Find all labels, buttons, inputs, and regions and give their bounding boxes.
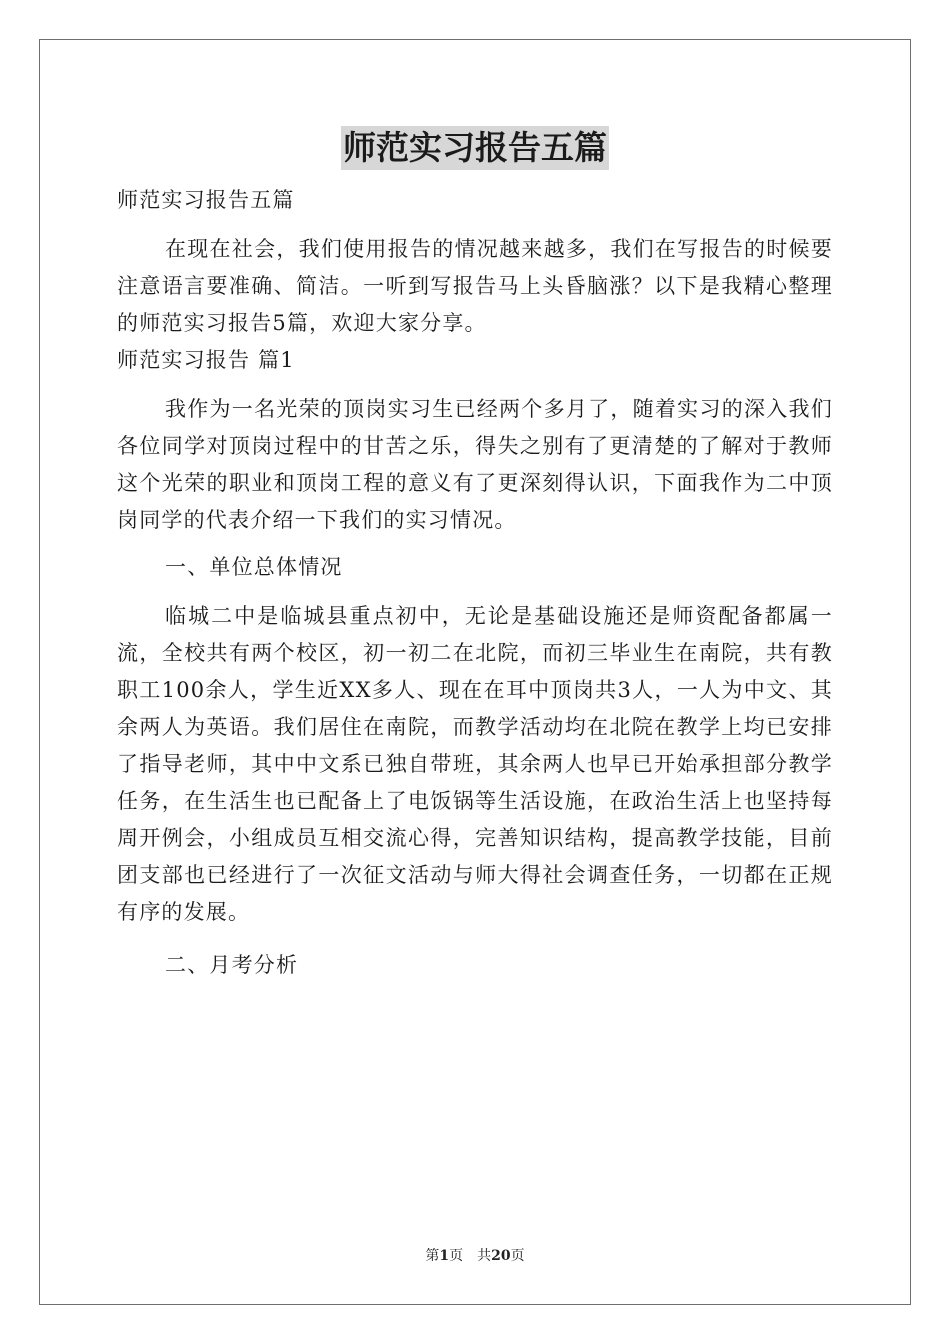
page-footer bbox=[0, 1247, 950, 1265]
subsection-heading-unit-overview: 一、单位总体情况 bbox=[165, 555, 343, 579]
total-prefix: 共 bbox=[477, 1248, 492, 1264]
document-subtitle: 师范实习报告五篇 bbox=[117, 188, 295, 212]
current-page-number: 1 bbox=[439, 1248, 450, 1264]
document-title: 师范实习报告五篇 bbox=[341, 126, 609, 170]
total-label: 页 bbox=[510, 1248, 525, 1264]
subsection-heading-monthly-exam: 二、月考分析 bbox=[165, 953, 299, 977]
title-container bbox=[0, 126, 950, 170]
total-page-number: 20 bbox=[491, 1248, 511, 1264]
document-body bbox=[117, 182, 833, 984]
intro-paragraph: 在现在社会，我们使用报告的情况越来越多，我们在写报告的时候要注意语言要准确、简洁。一听到写报告马上头昏脑涨？以下是我精心整理的师范实习报告5篇，欢迎大家分享。 bbox=[117, 237, 833, 335]
page-prefix: 第 bbox=[425, 1248, 440, 1264]
section-heading-part1: 师范实习报告 篇1 bbox=[117, 348, 295, 372]
body-paragraph: 我作为一名光荣的顶岗实习生已经两个多月了，随着实习的深入我们各位同学对顶岗过程中的甘苦之乐，得失之别有了更清楚的了解对于教师这个光荣的职业和顶岗工程的意义有了更深刻得认识，下面我作为二中顶岗同学的代表介绍一下我们的实习情况。 bbox=[117, 397, 833, 532]
page-label: 页 bbox=[449, 1248, 464, 1264]
body-paragraph: 临城二中是临城县重点初中，无论是基础设施还是师资配备都属一流，全校共有两个校区，初一初二在北院，而初三毕业生在南院，共有教职工100余人，学生近XX多人、现在在耳中顶岗共3人，一人为中文、其余两人为英语。我们居住在南院，而教学活动均在北院在教学上均已安排了指导老师，其中中文系已独自带班，其余两人也早已开始承担部分教学任务，在生活生也已配备上了电饭锅等生活设施，在政治生活上也坚持每周开例会，小组成员互相交流心得，完善知识结构，提高教学技能，目前团支部也已经进行了一次征文活动与师大得社会调查任务，一切都在正规有序的发展。 bbox=[117, 604, 833, 924]
